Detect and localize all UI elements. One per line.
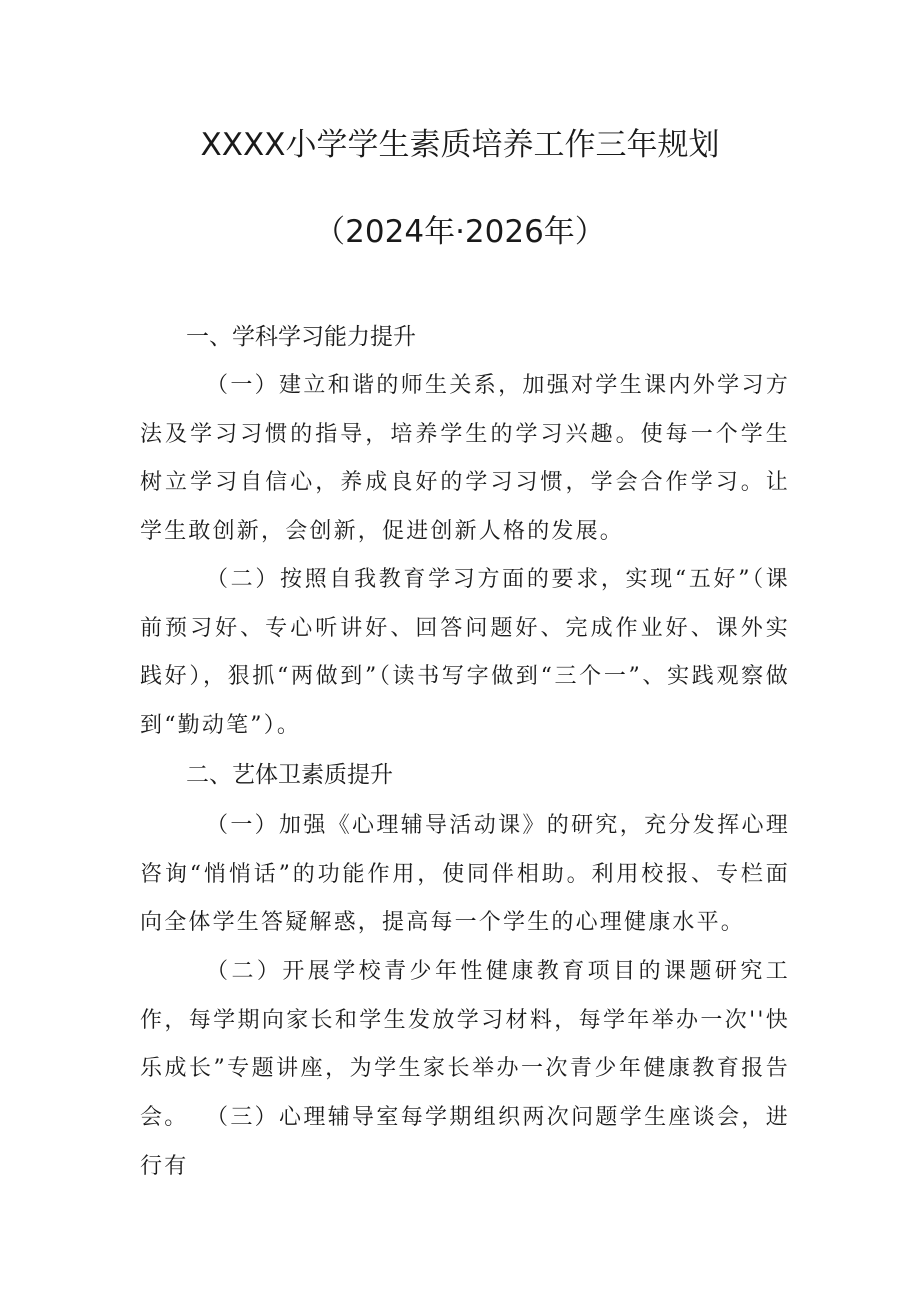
section-heading-1: 一、学科学习能力提升 — [186, 324, 416, 350]
document-title: XXXX小学学生素质培养工作三年规划 — [200, 127, 720, 163]
section-heading-2: 二、艺体卫素质提升 — [186, 762, 393, 788]
section-2-paragraph-1: （一）加强《心理辅导活动课》的研究，充分发挥心理咨询“悄悄话”的功能作用，使同伴相助。利用校报、专栏面向全体学生答疑解惑，提高每一个学生的心理健康水平。 — [140, 813, 790, 935]
section-1-paragraph-1: （一）建立和谐的师生关系，加强对学生课内外学习方法及学习习惯的指导，培养学生的学习兴趣。使每一个学生树立学习自信心，养成良好的学习习惯，学会合作学习。让学生敢创新，会创新，促进创新人格的发展。 — [140, 373, 790, 544]
document-subtitle: （2024年·2026年） — [314, 214, 606, 250]
section-2-paragraph-3: （三）心理辅导室每学期组织两次问题学生座谈会，进行有 — [140, 1105, 790, 1179]
section-1-paragraph-2: （二）按照自我教育学习方面的要求，实现“五好”（课前预习好、专心听讲好、回答问题好、完成作业好、课外实践好），狠抓“两做到”（读书写字做到“三个一”、实践观察做到“勤动笔”）。 — [140, 567, 790, 738]
section-2-paragraph-2: （二）开展学校青少年性健康教育项目的课题研究工作，每学期向家长和学生发放学习材料，每学年举办一次''快乐成长”专题讲座，为学生家长举办一次青少年健康教育报告会。 — [140, 959, 790, 1130]
